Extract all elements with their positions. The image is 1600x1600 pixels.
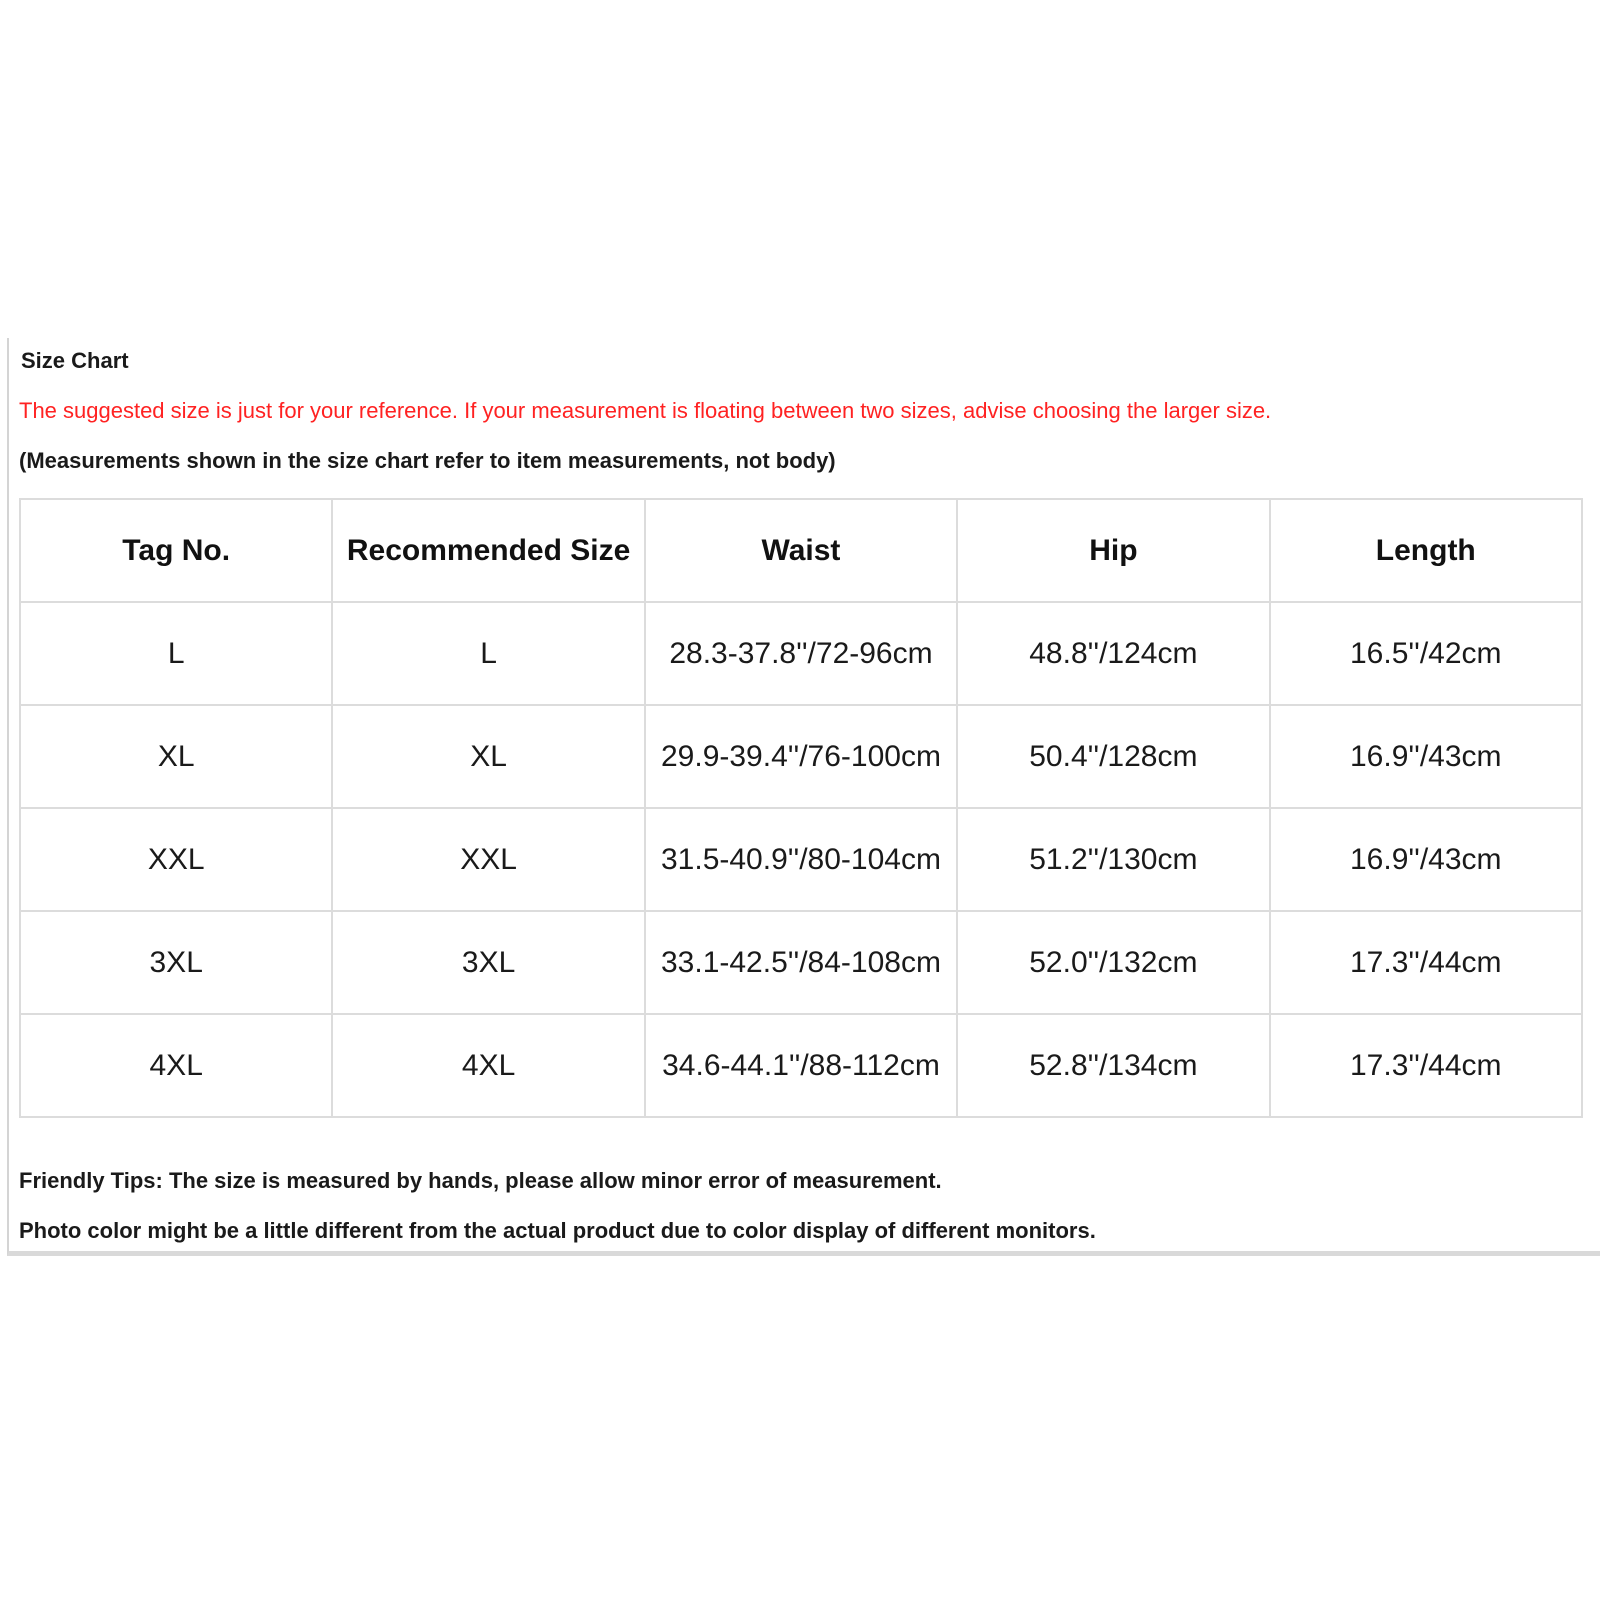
cell-waist: 31.5-40.9''/80-104cm xyxy=(645,808,957,911)
cell-length: 16.9''/43cm xyxy=(1270,808,1582,911)
header-hip: Hip xyxy=(957,499,1269,602)
header-recommended-size: Recommended Size xyxy=(332,499,644,602)
cell-tag-no: XXL xyxy=(20,808,332,911)
cell-tag-no: 4XL xyxy=(20,1014,332,1117)
cell-hip: 52.0''/132cm xyxy=(957,911,1269,1014)
size-reference-notice: The suggested size is just for your reference. If your measurement is floating between two sizes, advise choosing the larger size. xyxy=(19,398,1272,423)
size-chart-panel xyxy=(7,338,1600,1256)
cell-length: 16.9''/43cm xyxy=(1270,705,1582,808)
cell-recommended-size: 3XL xyxy=(332,911,644,1014)
photo-color-tip: Photo color might be a little different from the actual product due to color display of different monitors. xyxy=(19,1218,1096,1243)
measurement-note: (Measurements shown in the size chart refer to item measurements, not body) xyxy=(19,448,836,473)
cell-tag-no: 3XL xyxy=(20,911,332,1014)
cell-hip: 50.4''/128cm xyxy=(957,705,1269,808)
header-length: Length xyxy=(1270,499,1582,602)
cell-waist: 28.3-37.8''/72-96cm xyxy=(645,602,957,705)
cell-tag-no: XL xyxy=(20,705,332,808)
size-chart-title: Size Chart xyxy=(21,348,129,373)
friendly-tip: Friendly Tips: The size is measured by hands, please allow minor error of measurement. xyxy=(19,1168,942,1193)
table-row xyxy=(20,911,1582,1014)
cell-recommended-size: XXL xyxy=(332,808,644,911)
cell-recommended-size: 4XL xyxy=(332,1014,644,1117)
cell-hip: 52.8''/134cm xyxy=(957,1014,1269,1117)
table-row xyxy=(20,1014,1582,1117)
cell-waist: 33.1-42.5''/84-108cm xyxy=(645,911,957,1014)
table-row xyxy=(20,808,1582,911)
cell-recommended-size: L xyxy=(332,602,644,705)
size-table xyxy=(19,498,1583,1118)
cell-tag-no: L xyxy=(20,602,332,705)
table-row xyxy=(20,705,1582,808)
header-waist: Waist xyxy=(645,499,957,602)
cell-hip: 48.8''/124cm xyxy=(957,602,1269,705)
cell-length: 17.3''/44cm xyxy=(1270,1014,1582,1117)
cell-length: 17.3''/44cm xyxy=(1270,911,1582,1014)
table-row xyxy=(20,602,1582,705)
cell-length: 16.5''/42cm xyxy=(1270,602,1582,705)
header-tag-no: Tag No. xyxy=(20,499,332,602)
cell-recommended-size: XL xyxy=(332,705,644,808)
cell-waist: 34.6-44.1''/88-112cm xyxy=(645,1014,957,1117)
cell-waist: 29.9-39.4''/76-100cm xyxy=(645,705,957,808)
cell-hip: 51.2''/130cm xyxy=(957,808,1269,911)
table-header-row xyxy=(20,499,1582,602)
